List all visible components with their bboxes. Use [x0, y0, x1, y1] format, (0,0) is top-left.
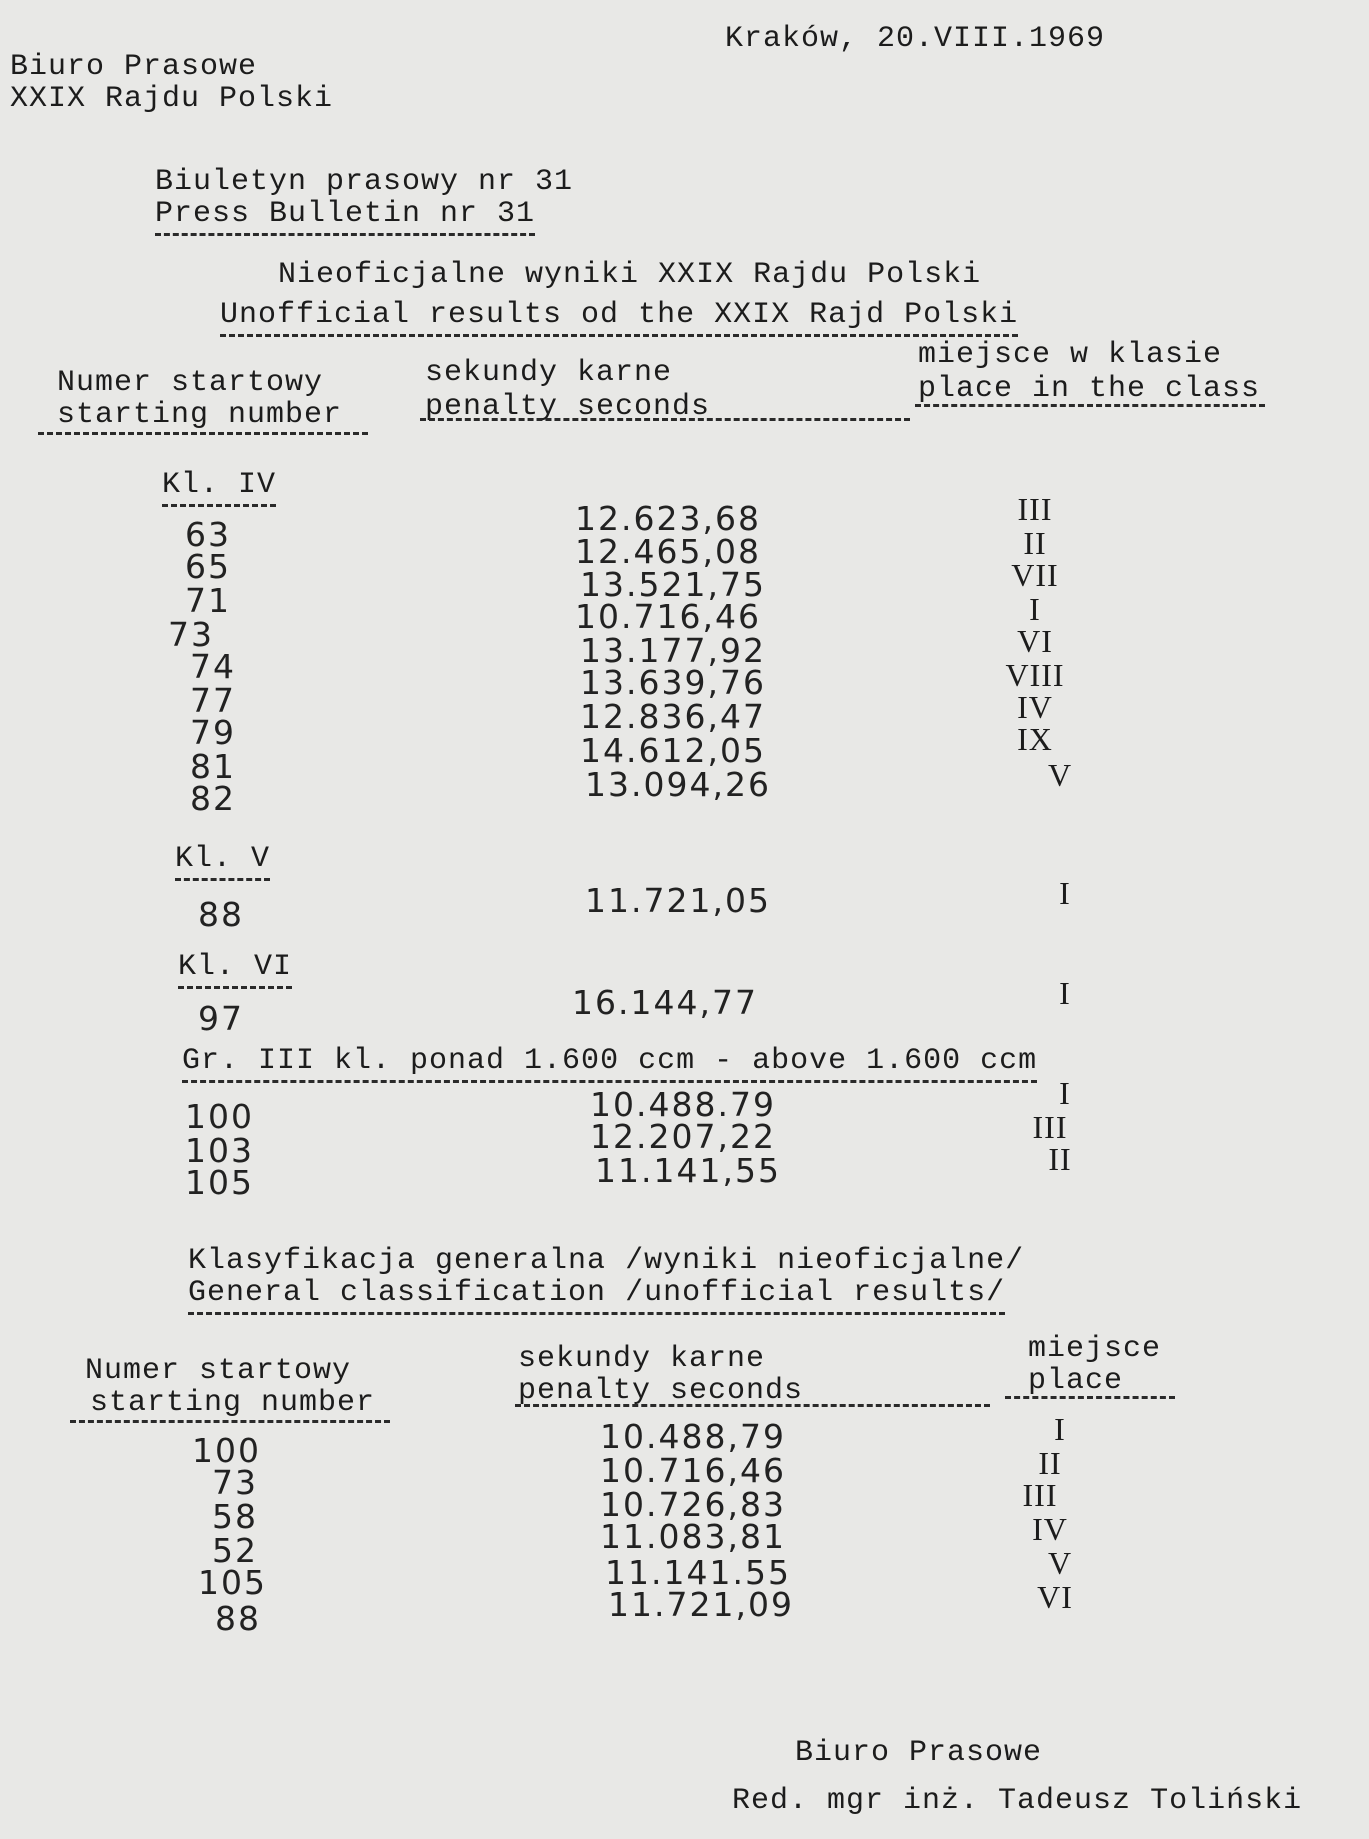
general-header-penalty-en: penalty seconds	[518, 1374, 804, 1408]
class-place: VI	[1017, 623, 1053, 659]
general-place: IV	[1032, 1511, 1068, 1547]
start-number: 88	[215, 1599, 261, 1638]
penalty-seconds: 10.488,79	[600, 1417, 786, 1456]
start-number: 103	[185, 1131, 254, 1170]
class-place: II	[1023, 525, 1047, 561]
bulletin-number-en: Press Bulletin nr 31	[155, 197, 535, 236]
general-place: V	[1047, 1545, 1073, 1581]
penalty-seconds: 13.177,92	[580, 631, 766, 670]
group-label: Gr. III kl. ponad 1.600 ccm - above 1.600 ccm	[182, 1044, 1037, 1083]
start-number: 100	[192, 1431, 261, 1470]
header-underline-penalty	[420, 418, 910, 421]
start-number: 100	[185, 1097, 254, 1136]
header-place-en: place in the class	[918, 372, 1261, 406]
press-office-name: Biuro Prasowe	[10, 50, 258, 84]
general-place: VI	[1037, 1579, 1073, 1615]
class-place: VII	[1011, 557, 1059, 593]
start-number: 74	[190, 647, 236, 686]
header-penalty-en: penalty seconds	[425, 390, 711, 424]
general-header-place-pl: miejsce	[1028, 1332, 1162, 1366]
general-header-place-en: place	[1028, 1364, 1124, 1398]
start-number: 79	[190, 713, 236, 752]
penalty-seconds: 12.207,22	[590, 1117, 776, 1156]
header-underline-number	[38, 432, 368, 435]
class-place: IV	[1017, 689, 1053, 725]
general-place: III	[1022, 1477, 1058, 1513]
class-label: Kl. V	[175, 842, 270, 881]
general-header-underline-penalty	[515, 1404, 990, 1407]
results-title-pl: Nieoficjalne wyniki XXIX Rajdu Polski	[278, 258, 982, 292]
general-header-underline-number	[70, 1420, 390, 1423]
start-number: 105	[198, 1563, 267, 1602]
start-number: 77	[190, 681, 236, 720]
penalty-seconds: 10.716,46	[600, 1451, 786, 1490]
start-number: 65	[185, 547, 231, 586]
penalty-seconds: 11.721,09	[608, 1585, 794, 1624]
class-place: III	[1017, 491, 1053, 527]
start-number: 63	[185, 515, 231, 554]
penalty-seconds: 11.083,81	[600, 1517, 786, 1556]
general-header-penalty-pl: sekundy karne	[518, 1342, 766, 1376]
results-title-en: Unofficial results od the XXIX Rajd Polski	[220, 298, 1018, 337]
general-place: II	[1038, 1445, 1062, 1481]
penalty-seconds: 10.488.79	[590, 1085, 776, 1124]
header-underline-place	[915, 404, 1265, 407]
general-place: I	[1054, 1411, 1066, 1447]
class-place: I	[1059, 1075, 1071, 1111]
start-number: 73	[212, 1463, 258, 1502]
start-number: 82	[190, 779, 236, 818]
general-header-number-pl: Numer startowy	[85, 1354, 352, 1388]
class-place: I	[1059, 875, 1071, 911]
class-place: I	[1059, 975, 1071, 1011]
class-label: Kl. IV	[162, 468, 276, 507]
signature-office: Biuro Prasowe	[795, 1736, 1043, 1770]
penalty-seconds: 11.141.55	[605, 1553, 791, 1592]
start-number: 73	[168, 615, 214, 654]
penalty-seconds: 11.721,05	[585, 881, 771, 920]
place-and-date: Kraków, 20.VIII.1969	[725, 22, 1106, 56]
class-place: IX	[1017, 721, 1053, 757]
start-number: 58	[212, 1497, 258, 1536]
start-number: 88	[198, 895, 244, 934]
penalty-seconds: 14.612,05	[580, 731, 766, 770]
general-header-underline-place	[1005, 1396, 1175, 1399]
penalty-seconds: 13.639,76	[580, 663, 766, 702]
start-number: 71	[185, 581, 231, 620]
class-place: III	[1032, 1109, 1068, 1145]
penalty-seconds: 10.716,46	[575, 597, 761, 636]
general-header-number-en: starting number	[90, 1386, 376, 1420]
general-title-en: General classification /unofficial results/	[188, 1276, 1005, 1315]
penalty-seconds: 12.623,68	[575, 499, 761, 538]
start-number: 97	[198, 999, 244, 1038]
penalty-seconds: 12.836,47	[580, 697, 766, 736]
class-place: II	[1048, 1141, 1072, 1177]
start-number: 52	[212, 1531, 258, 1570]
class-place: VIII	[1005, 657, 1065, 693]
penalty-seconds: 10.726,83	[600, 1485, 786, 1524]
header-number-en: starting number	[57, 398, 343, 432]
rally-name: XXIX Rajdu Polski	[10, 82, 334, 116]
header-penalty-pl: sekundy karne	[425, 356, 673, 390]
penalty-seconds: 13.521,75	[580, 565, 766, 604]
class-label: Kl. VI	[178, 950, 292, 989]
signature-editor: Red. mgr inż. Tadeusz Toliński	[732, 1784, 1303, 1818]
header-place-pl: miejsce w klasie	[918, 338, 1223, 372]
penalty-seconds: 11.141,55	[595, 1151, 781, 1190]
penalty-seconds: 13.094,26	[585, 765, 771, 804]
class-place: I	[1029, 591, 1041, 627]
start-number: 105	[185, 1163, 254, 1202]
header-number-pl: Numer startowy	[57, 366, 324, 400]
class-place: V	[1047, 757, 1073, 793]
general-title-pl: Klasyfikacja generalna /wyniki nieoficjalne/	[188, 1244, 1025, 1278]
penalty-seconds: 16.144,77	[572, 983, 758, 1022]
penalty-seconds: 12.465,08	[575, 532, 761, 571]
start-number: 81	[190, 747, 236, 786]
bulletin-number-pl: Biuletyn prasowy nr 31	[155, 165, 574, 199]
